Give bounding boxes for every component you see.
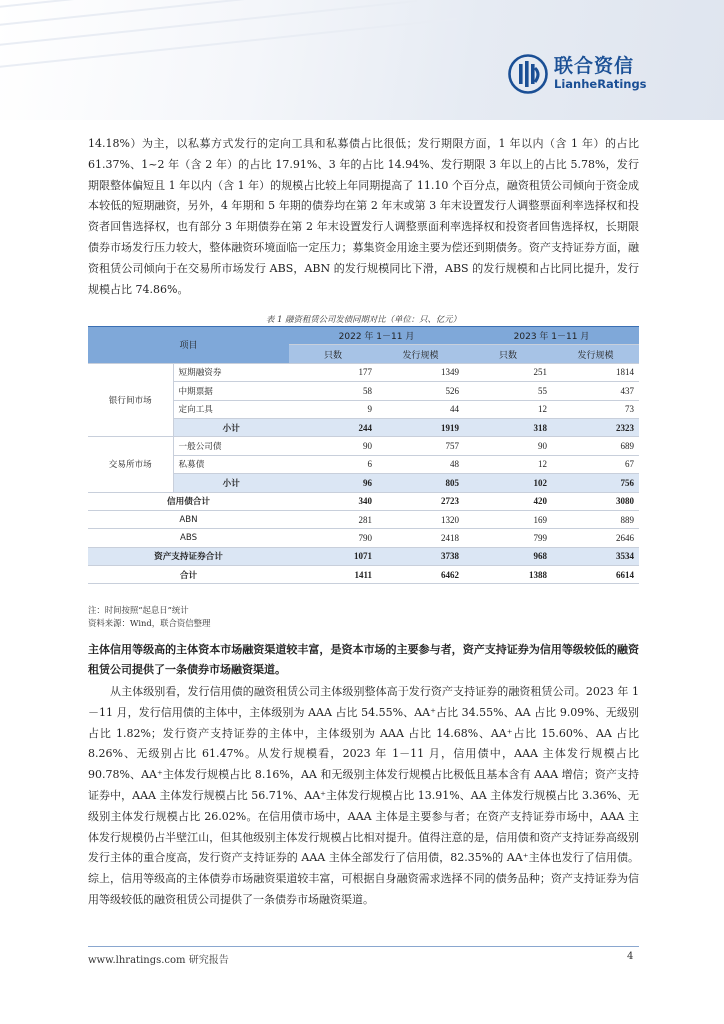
cell-count-2023: 799	[464, 529, 552, 547]
cell-scale-2022: 2418	[377, 529, 464, 547]
body-paragraph-3: 从主体级别看，发行信用债的融资租赁公司主体级别整体高于发行资产支持证券的融资租赁公司。2023 年 1－11 月，发行信用债的主体中，主体级别为 AAA 占比 54.55%、AA⁺占比 34.55%、AA 占比 9.09%、无级别占比 1.82%；发行资产支持证券的主体中，主体级别为 AAA 占比 14.68%、AA⁺占比 15.60%、AA 占比 8.26%、无级别占比 61.47%。从发行规模看，2023 年 1－11 月，信用债中，AAA 主体发行规模占比 90.78%、AA⁺主体发行规模占比 8.16%，AA 和无级别主体发行规模占比极低且基本含有 AAA 增信；资产支持证券中，AAA 主体发行规模占比 56.71%、AA⁺主体发行规模占比 13.91%、AA 主体发行规模占比 3.36%、无级别主体发行规模占比 26.02%。在信用债市场中，AAA 主体是主要参与者；在资产支持证券市场中，AAA 主体发行规模仍占半壁江山，但其他级别主体发行规模占比相对提升。值得注意的是，信用债和资产支持证券高级别发行主体的重合度高，发行资产支持证券的 AAA 主体全部发行了信用债，82.35%的 AA⁺主体也发行了信用债。综上，信用等级高的主体债券市场融资渠道较丰富，可根据自身融资需求选择不同的债务品种；资产支持证券为信用等级较低的融资租赁公司提供了一条债券市场融资渠道。	[88, 685, 639, 906]
cell-count-2023: 169	[464, 510, 552, 528]
cell-scale-2023: 67	[552, 455, 639, 473]
cell-scale-2023: 756	[552, 474, 639, 492]
row-label: 资产支持证券合计	[88, 547, 289, 565]
row-label: 合计	[88, 566, 289, 584]
row-label: 定向工具	[173, 400, 289, 418]
cell-count-2022: 177	[289, 363, 377, 381]
cell-scale-2023: 889	[552, 510, 639, 528]
header-item: 项目	[88, 327, 289, 364]
company-logo	[508, 54, 647, 94]
table-note: 注：时间按照“起息日”统计	[88, 605, 189, 615]
decor-stripe	[0, 0, 418, 50]
footer-divider	[88, 946, 639, 947]
cell-count-2023: 90	[464, 437, 552, 455]
table-row	[88, 529, 639, 547]
cell-count-2023: 968	[464, 547, 552, 565]
row-label: ABS	[88, 529, 289, 547]
row-label: 中期票据	[173, 382, 289, 400]
header-scale-2023: 发行规模	[552, 345, 639, 363]
cell-scale-2022: 757	[377, 437, 464, 455]
key-finding-paragraph: 主体信用等级高的主体资本市场融资渠道较丰富，是资本市场的主要参与者，资产支持证券为信用等级较低的融资租赁公司提供了一条债券市场融资渠道。	[88, 643, 639, 677]
cell-count-2023: 12	[464, 455, 552, 473]
table-row-abs-total	[88, 547, 639, 565]
cell-count-2023: 420	[464, 492, 552, 510]
logo-english-name: LianheRatings	[554, 77, 647, 92]
row-label: 小计	[173, 474, 289, 492]
cell-count-2022: 1071	[289, 547, 377, 565]
cell-scale-2023: 73	[552, 400, 639, 418]
issuance-comparison-table	[88, 326, 639, 584]
row-label: 私募债	[173, 455, 289, 473]
cell-count-2022: 790	[289, 529, 377, 547]
decor-stripe	[0, 18, 457, 72]
cell-scale-2022: 526	[377, 382, 464, 400]
cell-scale-2022: 48	[377, 455, 464, 473]
row-label: ABN	[88, 510, 289, 528]
cell-scale-2023: 3534	[552, 547, 639, 565]
row-label: 一般公司债	[173, 437, 289, 455]
cell-scale-2023: 689	[552, 437, 639, 455]
cell-count-2023: 12	[464, 400, 552, 418]
cell-scale-2022: 805	[377, 474, 464, 492]
row-label: 信用债合计	[88, 492, 289, 510]
cell-count-2023: 251	[464, 363, 552, 381]
cell-count-2023: 55	[464, 382, 552, 400]
cell-count-2022: 340	[289, 492, 377, 510]
table-row	[88, 510, 639, 528]
cell-scale-2023: 2323	[552, 418, 639, 436]
cell-scale-2023: 6614	[552, 566, 639, 584]
cell-count-2023: 1388	[464, 566, 552, 584]
lianhe-logo-icon	[508, 54, 548, 94]
header-count-2023: 只数	[464, 345, 552, 363]
group-interbank: 银行间市场	[88, 363, 173, 437]
cell-scale-2022: 44	[377, 400, 464, 418]
cell-count-2022: 96	[289, 474, 377, 492]
row-label: 小计	[173, 418, 289, 436]
table-header-row	[88, 327, 639, 345]
table-caption: 表 1 融资租赁公司发债同期对比（单位：只、亿元）	[266, 314, 461, 324]
row-label: 短期融资券	[173, 363, 289, 381]
cell-scale-2023: 2646	[552, 529, 639, 547]
cell-count-2022: 58	[289, 382, 377, 400]
group-exchange: 交易所市场	[88, 437, 173, 492]
cell-count-2022: 1411	[289, 566, 377, 584]
table-source: 资料来源：Wind，联合资信整理	[88, 618, 211, 628]
cell-scale-2022: 1349	[377, 363, 464, 381]
cell-scale-2023: 437	[552, 382, 639, 400]
cell-count-2022: 281	[289, 510, 377, 528]
cell-scale-2022: 2723	[377, 492, 464, 510]
cell-scale-2022: 1919	[377, 418, 464, 436]
cell-count-2022: 9	[289, 400, 377, 418]
header-band	[0, 0, 724, 120]
header-scale-2022: 发行规模	[377, 345, 464, 363]
cell-count-2022: 244	[289, 418, 377, 436]
header-period-2022: 2022 年 1－11 月	[289, 327, 464, 345]
cell-count-2023: 102	[464, 474, 552, 492]
header-period-2023: 2023 年 1－11 月	[464, 327, 639, 345]
page-number: 4	[627, 951, 634, 962]
cell-scale-2022: 3738	[377, 547, 464, 565]
cell-count-2022: 6	[289, 455, 377, 473]
cell-count-2022: 90	[289, 437, 377, 455]
cell-scale-2022: 1320	[377, 510, 464, 528]
table-row	[88, 363, 639, 381]
header-count-2022: 只数	[289, 345, 377, 363]
cell-scale-2023: 1814	[552, 363, 639, 381]
cell-scale-2022: 6462	[377, 566, 464, 584]
body-paragraph-1: 14.18%）为主，以私募方式发行的定向工具和私募债占比很低；发行期限方面，1 年以内（含 1 年）的占比 61.37%、1~2 年（含 2 年）的占比 17.91%、3 年的占比 14.94%、发行期限 3 年以上的占比 5.78%，发行期限整体偏短且 1 年以内（含 1 年）的规模占比较上年同期提高了 11.10 个百分点，融资租赁公司倾向于资金成本较低的短期融资，另外，4 年期和 5 年期的债券均在第 2 年末或第 3 年末设置发行人调整票面利率选择权和投资者回售选择权，也有部分 3 年期债券在第 2 年末设置发行人调整票面利率选择权和投资者回售选择权，长期限债券市场发行压力较大，整体融资环境面临一定压力；募集资金用途主要为偿还到期债务。资产支持证券方面，融资租赁公司倾向于在交易所市场发行 ABS，ABN 的发行规模同比下滑，ABS 的发行规模和占比同比提升，发行规模占比 74.86%。	[88, 137, 639, 296]
table-row	[88, 437, 639, 455]
cell-count-2023: 318	[464, 418, 552, 436]
cell-scale-2023: 3080	[552, 492, 639, 510]
logo-chinese-name: 联合资信	[554, 55, 635, 78]
table-row-grand-total	[88, 566, 639, 584]
footer-site: www.lhratings.com 研究报告	[88, 955, 229, 966]
table-row-credit-total	[88, 492, 639, 510]
